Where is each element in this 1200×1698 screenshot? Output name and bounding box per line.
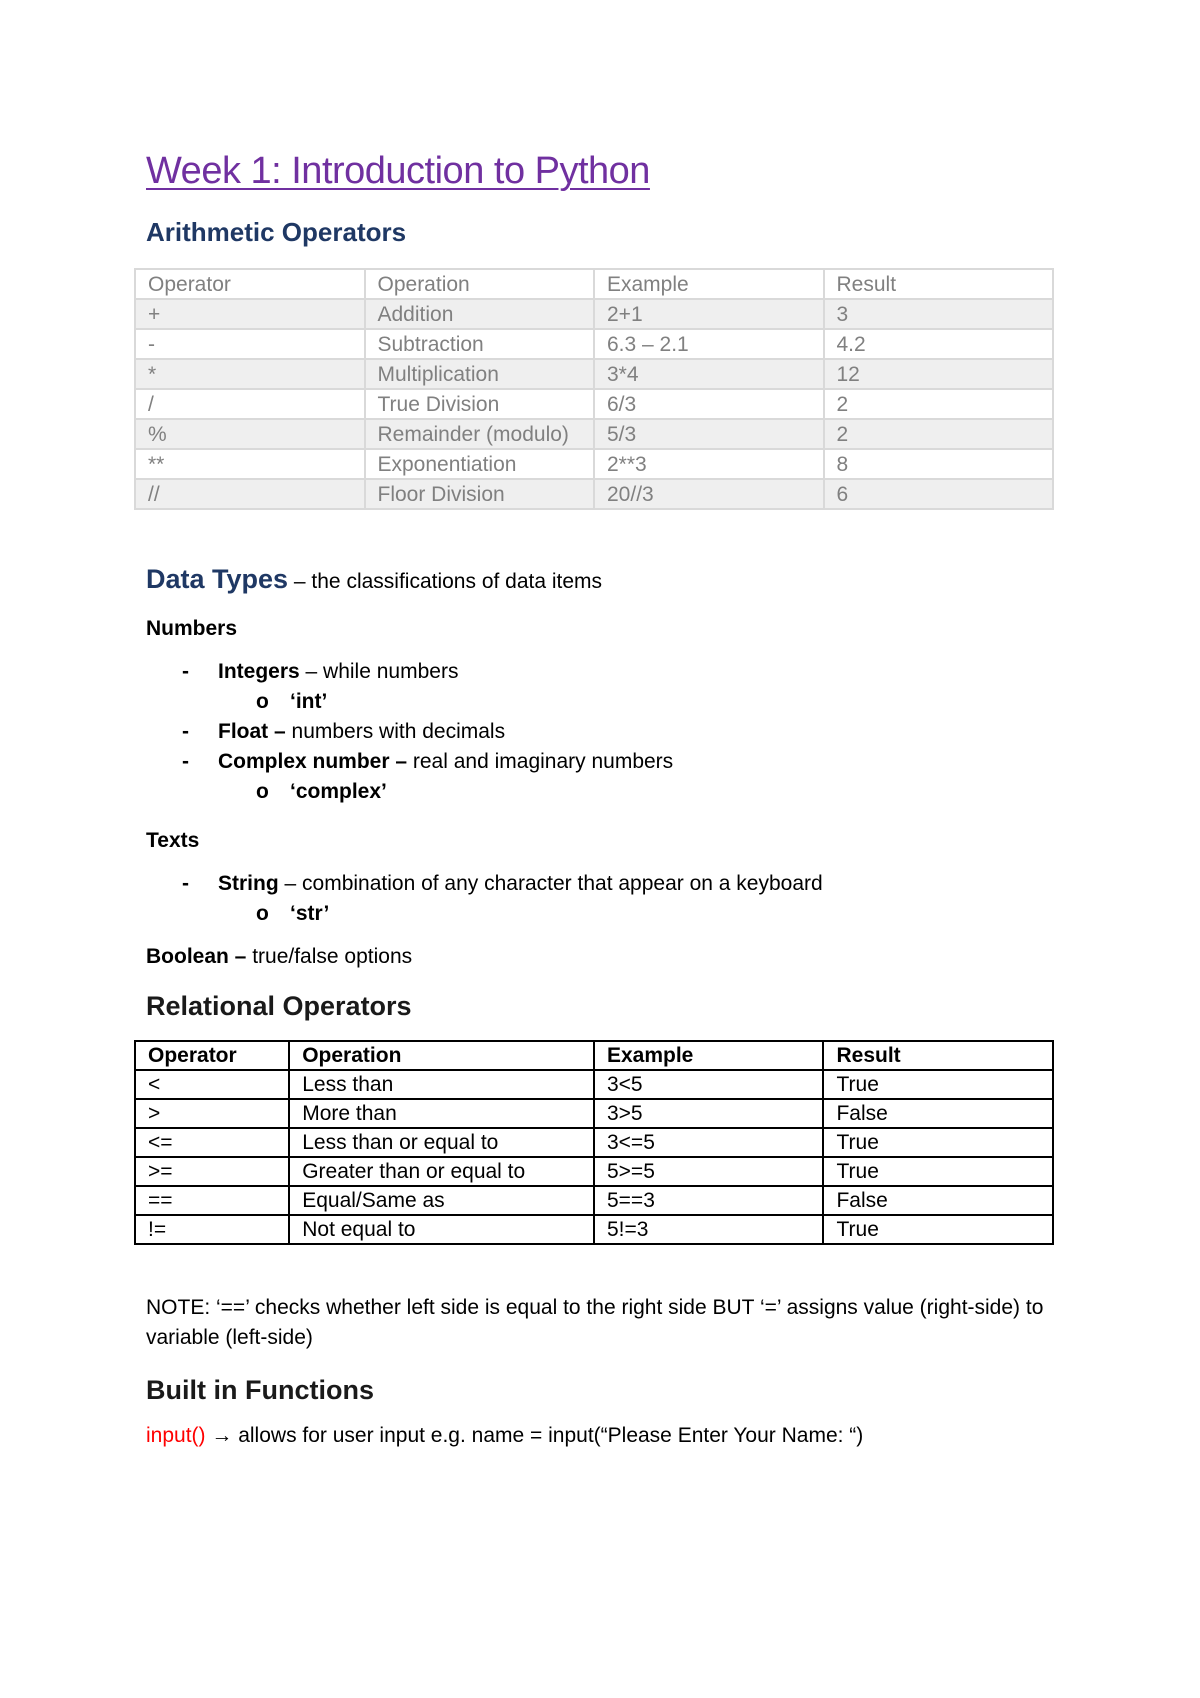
texts-list	[146, 869, 1066, 929]
function-description: allows for user input e.g. name = input(“Please Enter Your Name: “)	[232, 1424, 864, 1447]
table-row	[135, 1157, 1053, 1186]
table-cell: **	[135, 449, 365, 479]
definition: – while numbers	[299, 660, 459, 683]
table-cell: Less than	[289, 1070, 594, 1099]
table-row	[135, 1128, 1053, 1157]
table-header-row	[135, 1041, 1053, 1070]
table-cell: 5==3	[594, 1186, 824, 1215]
sub-bullet-marker: o	[256, 780, 269, 803]
sub-list	[146, 777, 1066, 807]
table-row	[135, 299, 1053, 329]
table-row	[135, 359, 1053, 389]
column-header: Operator	[135, 1041, 289, 1070]
data-types-heading: Data Types	[146, 564, 289, 594]
table-row	[135, 1186, 1053, 1215]
function-name: input()	[146, 1424, 206, 1447]
table-cell: True	[823, 1070, 1053, 1099]
column-header: Example	[594, 269, 824, 299]
table-cell: 5!=3	[594, 1215, 824, 1244]
table-row	[135, 389, 1053, 419]
table-cell: !=	[135, 1215, 289, 1244]
term: Integers	[218, 660, 300, 683]
type-name: ‘int’	[290, 690, 328, 713]
table-cell: +	[135, 299, 365, 329]
table-cell: 3>5	[594, 1099, 824, 1128]
table-cell: ==	[135, 1186, 289, 1215]
relational-table	[134, 1040, 1054, 1245]
column-header: Operator	[135, 269, 365, 299]
table-row	[135, 329, 1053, 359]
right-arrow-icon: →	[211, 1424, 233, 1447]
builtin-heading: Built in Functions	[146, 1375, 374, 1405]
table-cell: False	[823, 1099, 1053, 1128]
sub-list-item	[146, 687, 1066, 717]
table-cell: 2	[824, 419, 1054, 449]
column-header: Operation	[289, 1041, 594, 1070]
table-cell: 3	[824, 299, 1054, 329]
table-cell: 3<=5	[594, 1128, 824, 1157]
definition: real and imaginary numbers	[407, 750, 674, 773]
document-page	[146, 150, 1066, 1448]
table-cell: /	[135, 389, 365, 419]
table-cell: >=	[135, 1157, 289, 1186]
table-cell: 6.3 – 2.1	[594, 329, 824, 359]
relational-heading: Relational Operators	[146, 991, 412, 1021]
table-cell: Exponentiation	[365, 449, 595, 479]
list-item	[146, 869, 1066, 899]
column-header: Operation	[365, 269, 595, 299]
data-types-heading-line	[146, 564, 1066, 595]
numbers-list	[146, 657, 1066, 807]
table-cell: Less than or equal to	[289, 1128, 594, 1157]
column-header: Result	[823, 1041, 1053, 1070]
table-cell: *	[135, 359, 365, 389]
table-cell: False	[823, 1186, 1053, 1215]
boolean-line	[146, 945, 1066, 969]
table-cell: 2	[824, 389, 1054, 419]
sub-bullet-marker: o	[256, 902, 269, 925]
list-item	[146, 657, 1066, 687]
table-cell: <	[135, 1070, 289, 1099]
definition: true/false options	[246, 945, 413, 968]
table-cell: <=	[135, 1128, 289, 1157]
table-row	[135, 419, 1053, 449]
table-cell: 2+1	[594, 299, 824, 329]
table-cell: 20//3	[594, 479, 824, 509]
table-cell: %	[135, 419, 365, 449]
bullet-dash: -	[182, 872, 189, 895]
arithmetic-heading: Arithmetic Operators	[146, 217, 407, 247]
table-row	[135, 1215, 1053, 1244]
table-cell: 6/3	[594, 389, 824, 419]
table-cell: 12	[824, 359, 1054, 389]
table-cell: True	[823, 1157, 1053, 1186]
definition: numbers with decimals	[285, 720, 506, 743]
table-row	[135, 1070, 1053, 1099]
table-cell: True Division	[365, 389, 595, 419]
sub-list-item	[146, 777, 1066, 807]
table-cell: -	[135, 329, 365, 359]
term: String	[218, 872, 279, 895]
table-cell: 4.2	[824, 329, 1054, 359]
type-name: ‘complex’	[290, 780, 387, 803]
sub-list-item	[146, 899, 1066, 929]
sub-list-wrapper	[146, 777, 1066, 807]
table-cell: 5/3	[594, 419, 824, 449]
table-cell: More than	[289, 1099, 594, 1128]
table-cell: Not equal to	[289, 1215, 594, 1244]
table-cell: Multiplication	[365, 359, 595, 389]
bullet-dash: -	[182, 720, 189, 743]
note-paragraph: NOTE: ‘==’ checks whether left side is equal to the right side BUT ‘=’ assigns value (right-side) to variable (left-side)	[146, 1296, 1044, 1349]
column-header: Example	[594, 1041, 824, 1070]
table-cell: Remainder (modulo)	[365, 419, 595, 449]
numbers-label: Numbers	[146, 617, 238, 640]
bullet-dash: -	[182, 660, 189, 683]
term: Boolean –	[146, 945, 247, 968]
list-item	[146, 747, 1066, 777]
table-row	[135, 1099, 1053, 1128]
table-cell: 2**3	[594, 449, 824, 479]
sub-list-wrapper	[146, 899, 1066, 929]
sub-bullet-marker: o	[256, 690, 269, 713]
term: Complex number –	[218, 750, 408, 773]
table-row	[135, 479, 1053, 509]
function-description-line	[146, 1424, 1066, 1448]
table-cell: Equal/Same as	[289, 1186, 594, 1215]
texts-label: Texts	[146, 829, 200, 852]
column-header: Result	[824, 269, 1054, 299]
table-header-row	[135, 269, 1053, 299]
term: Float –	[218, 720, 286, 743]
table-cell: 5>=5	[594, 1157, 824, 1186]
table-row	[135, 449, 1053, 479]
sub-list-wrapper	[146, 687, 1066, 717]
table-cell: >	[135, 1099, 289, 1128]
page-title: Week 1: Introduction to Python	[146, 150, 650, 192]
table-cell: 6	[824, 479, 1054, 509]
definition: – combination of any character that appear on a keyboard	[278, 872, 823, 895]
table-cell: 3<5	[594, 1070, 824, 1099]
table-cell: Greater than or equal to	[289, 1157, 594, 1186]
sub-list	[146, 687, 1066, 717]
table-cell: 3*4	[594, 359, 824, 389]
table-cell: //	[135, 479, 365, 509]
arithmetic-table	[134, 268, 1054, 510]
bullet-dash: -	[182, 750, 189, 773]
sub-list	[146, 899, 1066, 929]
table-cell: Floor Division	[365, 479, 595, 509]
type-name: ‘str’	[290, 902, 330, 925]
table-cell: True	[823, 1215, 1053, 1244]
table-cell: True	[823, 1128, 1053, 1157]
table-cell: 8	[824, 449, 1054, 479]
table-cell: Subtraction	[365, 329, 595, 359]
list-item	[146, 717, 1066, 747]
table-cell: Addition	[365, 299, 595, 329]
data-types-description: – the classifications of data items	[288, 570, 603, 593]
